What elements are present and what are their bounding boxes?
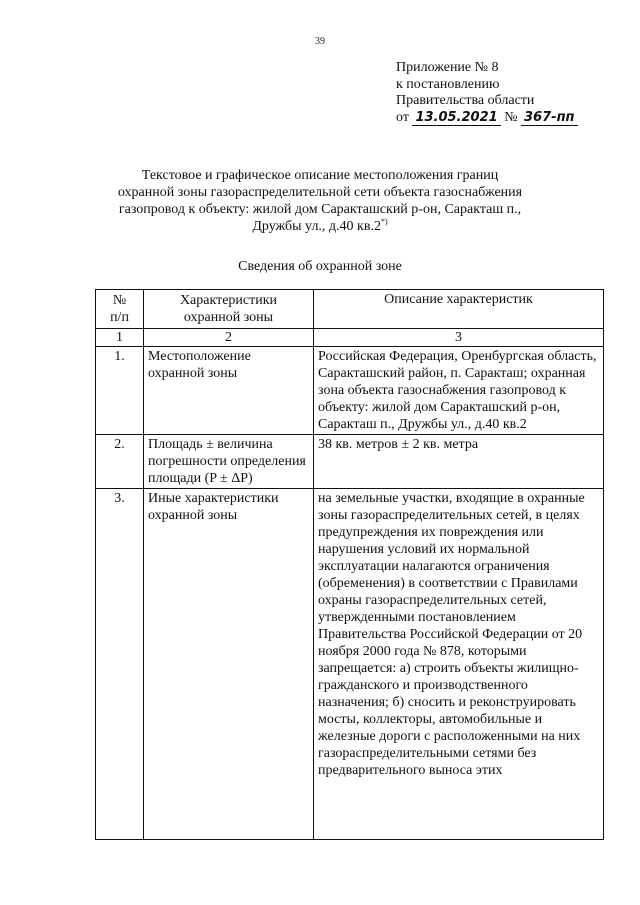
title-line-4 [100,218,540,235]
row-num: 1. [96,347,144,435]
row-characteristic: Иные характеристики охранной зоны [144,489,314,840]
date-prefix: от [396,109,409,125]
title-line-1: Текстовое и графическое описание местоположения границ [141,168,499,183]
appendix-block [396,60,578,126]
table-header-row [96,290,604,329]
header-description: Описание характеристик [314,290,604,329]
number-sign: № [504,109,518,125]
row-num: 2. [96,435,144,489]
appendix-line-3: Правительства области [396,93,535,108]
table-row [96,489,604,840]
page-number: 39 [315,36,325,47]
handwritten-number: 367-пп [521,111,578,126]
row-characteristic: Площадь ± величина погрешности определения площади (P ± ΔP) [144,435,314,489]
row-description: Российская Федерация, Оренбургская область, Саракташский район, п. Саракташ; охранная зона объекта газоснабжения газопровод к объекту: жилой дом Саракташский р-он, Саракташ п., Дружбы ул., д.40 кв.2 [314,347,604,435]
row-characteristic: Местоположение охранной зоны [144,347,314,435]
title-line-4-text: Дружбы ул., д.40 кв.2 [252,219,381,234]
appendix-line-2: к постановлению [396,76,500,92]
appendix-line-1: Приложение № 8 [396,60,499,75]
column-number: 2 [144,329,314,347]
column-number-row [96,329,604,347]
row-description: на земельные участки, входящие в охранные зоны газораспределительных сетей, в целях предупреждения их повреждения или нарушения условий их нормальной эксплуатации налагаются ограничения (обременения) в соответствии с Правилами охраны газораспределительных сетей, утвержденными постановлением Правительства Российской Федерации от 20 ноября 2000 года № 878, которыми запрещается: а) строить объекты жилищно-гражданского и производственного назначения; б) сносить и реконструировать мосты, коллекторы, автомобильные и железные дороги с расположенными на них газораспределительными сетями без предварительного выноса этих [314,489,604,840]
header-num: № п/п [96,290,144,329]
table-row [96,347,604,435]
document-title [100,167,540,235]
header-characteristics: Характеристики охранной зоны [144,290,314,329]
table-row [96,435,604,489]
row-description: 38 кв. метров ± 2 кв. метра [314,435,604,489]
column-number: 3 [314,329,604,347]
handwritten-date: 13.05.2021 [412,111,500,126]
section-subtitle: Сведения об охранной зоне [238,259,402,274]
row-num: 3. [96,489,144,840]
appendix-date-line [396,110,578,127]
column-number: 1 [96,329,144,347]
title-line-3: газопровод к объекту: жилой дом Саракташский р-он, Саракташ п., [118,202,522,217]
footnote-mark: *) [380,217,388,226]
title-line-2: охранной зоны газораспределительной сети объекта газоснабжения [117,185,523,200]
zone-table [95,289,604,840]
